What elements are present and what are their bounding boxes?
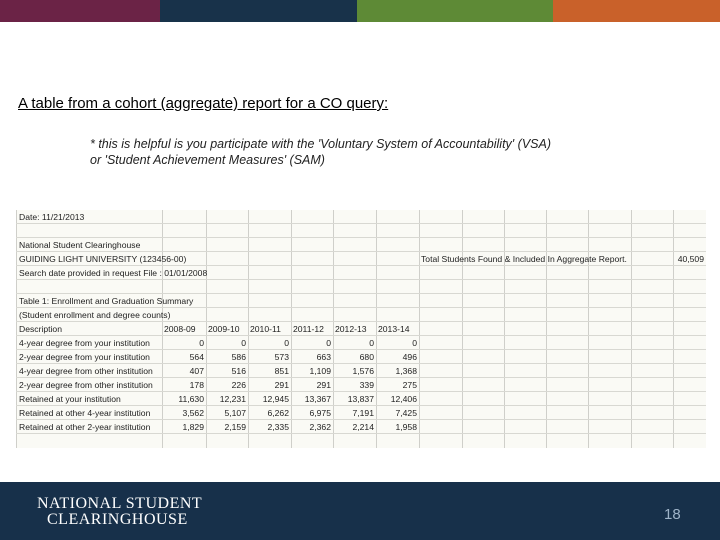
column-header: 2011-12	[293, 324, 324, 334]
row-value: 11,630	[178, 394, 204, 404]
row-value: 291	[274, 380, 289, 390]
top-color-bar	[0, 0, 720, 22]
row-value: 5,107	[224, 408, 246, 418]
row-value: 6,975	[309, 408, 331, 418]
row-value: 1,576	[352, 366, 374, 376]
row-value: 0	[284, 338, 289, 348]
row-value: 2,362	[309, 422, 331, 432]
row-label: 4-year degree from your institution	[19, 338, 150, 348]
row-value: 13,837	[347, 394, 374, 404]
total-label: Total Students Found & Included In Aggregate Report.	[421, 254, 627, 264]
note-line: or 'Student Achievement Measures' (SAM)	[90, 153, 325, 167]
logo-line: CLEARINGHOUSE	[47, 511, 188, 528]
row-value: 407	[189, 366, 204, 376]
row-value: 586	[231, 352, 246, 362]
row-value: 0	[241, 338, 246, 348]
column-header: 2012-13	[335, 324, 367, 334]
table-row	[16, 420, 706, 434]
row-label: Retained at your institution	[19, 394, 121, 404]
total-value: 40,509	[677, 254, 704, 264]
color-bar-segment	[553, 0, 720, 22]
row-label: 2-year degree from other institution	[19, 380, 153, 390]
clearinghouse-logo	[37, 496, 202, 528]
table-row	[16, 378, 706, 392]
header-row	[16, 322, 706, 336]
table-title: Table 1: Enrollment and Graduation Summary	[19, 296, 194, 306]
color-bar-segment	[0, 0, 160, 22]
color-bar-segment	[160, 0, 357, 22]
row-label: 2-year degree from your institution	[19, 352, 150, 362]
spreadsheet-image	[16, 210, 706, 448]
row-label: Retained at other 2-year institution	[19, 422, 151, 432]
note-text	[90, 136, 650, 168]
page-number: 18	[664, 506, 681, 523]
row-value: 496	[402, 352, 417, 362]
row-value: 275	[402, 380, 417, 390]
row-value: 851	[274, 366, 289, 376]
row-value: 2,159	[224, 422, 246, 432]
row-value: 1,109	[309, 366, 331, 376]
row-value: 12,231	[219, 394, 246, 404]
column-header: 2013-14	[378, 324, 410, 334]
row-value: 13,367	[304, 394, 331, 404]
row-value: 226	[231, 380, 246, 390]
table-row	[16, 406, 706, 420]
institution-name: GUIDING LIGHT UNIVERSITY (123456-00)	[19, 254, 187, 264]
row-value: 1,829	[182, 422, 204, 432]
row-value: 516	[231, 366, 246, 376]
row-label: 4-year degree from other institution	[19, 366, 153, 376]
row-value: 12,945	[262, 394, 289, 404]
row-value: 7,191	[352, 408, 374, 418]
table-row	[16, 392, 706, 406]
column-header: Description	[19, 324, 62, 334]
row-value: 7,425	[395, 408, 417, 418]
slide-title: A table from a cohort (aggregate) report for a CO query:	[18, 95, 389, 112]
row-value: 0	[369, 338, 374, 348]
row-value: 339	[359, 380, 374, 390]
report-date: Date: 11/21/2013	[19, 212, 85, 222]
row-value: 2,214	[352, 422, 374, 432]
column-header: 2008-09	[164, 324, 196, 334]
row-label: Retained at other 4-year institution	[19, 408, 151, 418]
table-subtitle: (Student enrollment and degree counts)	[19, 310, 171, 320]
row-value: 1,368	[395, 366, 417, 376]
row-value: 3,562	[182, 408, 204, 418]
note-line: * this is helpful is you participate with the 'Voluntary System of Accountability' (VSA)	[90, 137, 551, 151]
search-date: Search date provided in request File : 01/01/2008	[19, 268, 208, 278]
org-name: National Student Clearinghouse	[19, 240, 141, 250]
color-bar-segment	[357, 0, 553, 22]
row-value: 178	[189, 380, 204, 390]
row-value: 663	[316, 352, 331, 362]
table-row	[16, 350, 706, 364]
row-value: 1,958	[395, 422, 417, 432]
table-row	[16, 364, 706, 378]
row-value: 564	[189, 352, 204, 362]
row-value: 6,262	[267, 408, 289, 418]
column-header: 2010-11	[250, 324, 281, 334]
row-value: 291	[316, 380, 331, 390]
row-value: 12,406	[390, 394, 417, 404]
row-value: 573	[274, 352, 289, 362]
row-value: 0	[412, 338, 417, 348]
logo-line: NATIONAL STUDENT	[37, 495, 203, 512]
row-value: 0	[326, 338, 331, 348]
row-value: 0	[199, 338, 204, 348]
row-value: 2,335	[267, 422, 289, 432]
column-header: 2009-10	[208, 324, 240, 334]
table-row	[16, 336, 706, 350]
row-value: 680	[359, 352, 374, 362]
